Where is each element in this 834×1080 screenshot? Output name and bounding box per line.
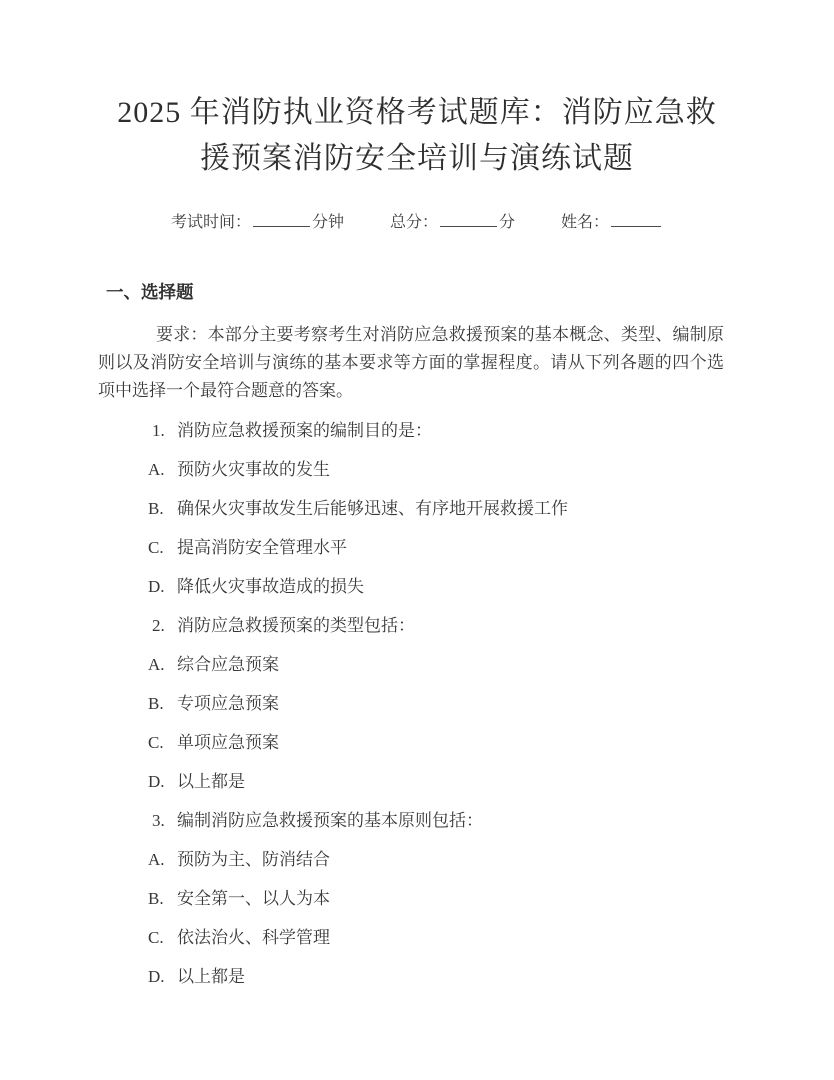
- option-row: [98, 461, 724, 479]
- option-text: 提高消防安全管理水平: [177, 538, 347, 557]
- question-stem: [98, 812, 724, 830]
- section-requirements: 要求：本部分主要考察考生对消防应急救援预案的基本概念、类型、编制原则以及消防安全培训与演练的基本要求等方面的掌握程度。请从下列各题的四个选项中选择一个最符合题意的答案。: [98, 325, 724, 400]
- option-text: 综合应急预案: [177, 655, 279, 674]
- option-text: 以上都是: [177, 967, 245, 986]
- option-row: [98, 695, 724, 713]
- exam-score-unit: 分: [499, 214, 516, 231]
- option-letter: B.: [148, 499, 164, 518]
- option-letter: C.: [148, 538, 164, 557]
- option-text: 专项应急预案: [177, 694, 279, 713]
- exam-time-group: [171, 209, 344, 232]
- question-block: [98, 617, 724, 791]
- question-number: 2.: [152, 616, 165, 635]
- question-block: [98, 422, 724, 596]
- option-letter: B.: [148, 889, 164, 908]
- exam-name-group: [561, 209, 663, 232]
- option-letter: D.: [148, 967, 165, 986]
- question-number: 1.: [152, 421, 165, 440]
- option-row: [98, 929, 724, 947]
- exam-name-label: 姓名：: [561, 214, 610, 231]
- option-letter: D.: [148, 577, 165, 596]
- option-row: [98, 578, 724, 596]
- document-content: [0, 283, 834, 986]
- option-text: 依法治火、科学管理: [177, 928, 330, 947]
- document-title-line-1: 2025 年消防执业资格考试题库：消防应急救: [117, 96, 717, 129]
- option-row: [98, 968, 724, 986]
- option-row: [98, 890, 724, 908]
- option-text: 预防火灾事故的发生: [177, 460, 330, 479]
- question-text: 编制消防应急救援预案的基本原则包括：: [177, 811, 483, 830]
- question-stem: [98, 617, 724, 635]
- option-row: [98, 500, 724, 518]
- document-title: [0, 90, 834, 182]
- exam-score-label: 总分：: [389, 214, 438, 231]
- question-list: [98, 422, 724, 986]
- section-heading: 一、选择题: [106, 282, 194, 302]
- exam-score-group: [390, 209, 515, 232]
- option-text: 预防为主、防消结合: [177, 850, 330, 869]
- option-letter: B.: [148, 694, 164, 713]
- option-letter: D.: [148, 772, 165, 791]
- exam-info-line: [0, 209, 834, 232]
- exam-time-unit: 分钟: [311, 214, 344, 231]
- document-title-line-2: 援预案消防安全培训与演练试题: [200, 142, 634, 175]
- question-block: [98, 812, 724, 986]
- option-text: 以上都是: [177, 772, 245, 791]
- option-text: 确保火灾事故发生后能够迅速、有序地开展救援工作: [177, 499, 568, 518]
- question-text: 消防应急救援预案的类型包括：: [177, 616, 415, 635]
- option-row: [98, 851, 724, 869]
- exam-name-blank: [611, 213, 661, 227]
- document-header: [0, 0, 834, 232]
- option-row: [98, 734, 724, 752]
- exam-time-label: 考试时间：: [170, 214, 251, 231]
- option-row: [98, 539, 724, 557]
- option-letter: C.: [148, 733, 164, 752]
- option-row: [98, 773, 724, 791]
- exam-score-blank: [440, 213, 497, 227]
- option-letter: A.: [148, 655, 165, 674]
- question-text: 消防应急救援预案的编制目的是：: [177, 421, 432, 440]
- option-row: [98, 656, 724, 674]
- exam-time-blank: [253, 213, 310, 227]
- option-text: 安全第一、以人为本: [177, 889, 330, 908]
- question-number: 3.: [152, 811, 165, 830]
- option-letter: C.: [148, 928, 164, 947]
- option-letter: A.: [148, 850, 165, 869]
- option-text: 降低火灾事故造成的损失: [177, 577, 364, 596]
- option-letter: A.: [148, 460, 165, 479]
- question-stem: [98, 422, 724, 440]
- option-text: 单项应急预案: [177, 733, 279, 752]
